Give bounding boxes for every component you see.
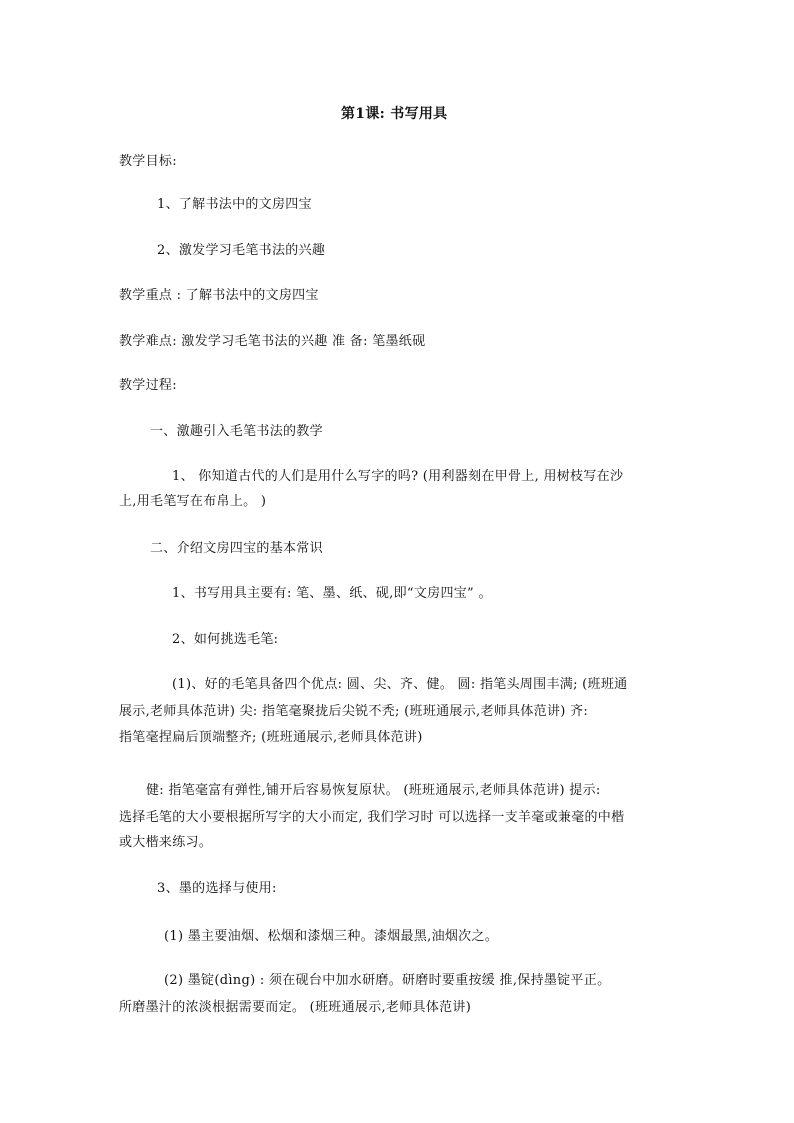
goal-item-2: 2、激发学习毛笔书法的兴趣 xyxy=(157,243,326,258)
key-point: 教学重点 : 了解书法中的文房四宝 xyxy=(119,288,319,303)
goal-item-1: 1、了解书法中的文房四宝 xyxy=(157,197,312,212)
brush-point-line-2: 展示,老师具体范讲) 尖: 指笔毫聚拢后尖锐不秃; (班班通展示,老师具体范讲) 齐: xyxy=(119,704,589,719)
ink-point-2-line-2: 所磨墨汁的浓淡根据需要而定。 (班班通展示,老师具体范讲) xyxy=(119,1000,472,1015)
difficulty-line: 教学难点: 激发学习毛笔书法的兴趣 准 备: 笔墨纸砚 xyxy=(119,334,426,349)
section-1-heading: 一、激趣引入毛笔书法的教学 xyxy=(150,424,323,439)
brush-point-line-3: 指笔毫捏扁后顶端整齐; (班班通展示,老师具体范讲) xyxy=(119,730,423,745)
item-1: 1、书写用具主要有: 笔、墨、纸、砚,即“文房四宝” 。 xyxy=(172,586,492,601)
resilience-line-1: 健: 指笔毫富有弹性,铺开后容易恢复原状。 (班班通展示,老师具体范讲) 提示: xyxy=(146,783,601,798)
resilience-line-3: 或大楷来练习。 xyxy=(119,835,213,850)
ink-point-2-line-1: (2) 墨锭(dìng) : 须在砚台中加水研磨。研磨时要重按缓 推,保持墨锭平正。 xyxy=(164,973,611,988)
question-1-line-1: 1、 你知道古代的人们是用什么写字的吗? (用利器刻在甲骨上, 用树枝写在沙 xyxy=(172,469,624,484)
page-title: 第1课: 书写用具 xyxy=(341,106,448,122)
ink-point-1: (1) 墨主要油烟、松烟和漆烟三种。漆烟最黑,油烟次之。 xyxy=(164,929,499,944)
section-2-heading: 二、介绍文房四宝的基本常识 xyxy=(150,541,323,556)
process-heading: 教学过程: xyxy=(119,378,177,393)
question-1-line-2: 上,用毛笔写在布帛上。 ) xyxy=(119,494,267,509)
item-2: 2、如何挑选毛笔: xyxy=(172,632,279,647)
resilience-line-2: 选择毛笔的大小要根据所写字的大小而定, 我们学习时 可以选择一支羊毫或兼毫的中楷 xyxy=(119,810,625,825)
item-3: 3、墨的选择与使用: xyxy=(157,881,277,896)
brush-point-line-1: (1)、好的毛笔具备四个优点: 圆、尖、齐、健。 圆: 指笔头周围丰满; (班班通 xyxy=(172,677,628,692)
goals-heading: 教学目标: xyxy=(119,154,177,169)
